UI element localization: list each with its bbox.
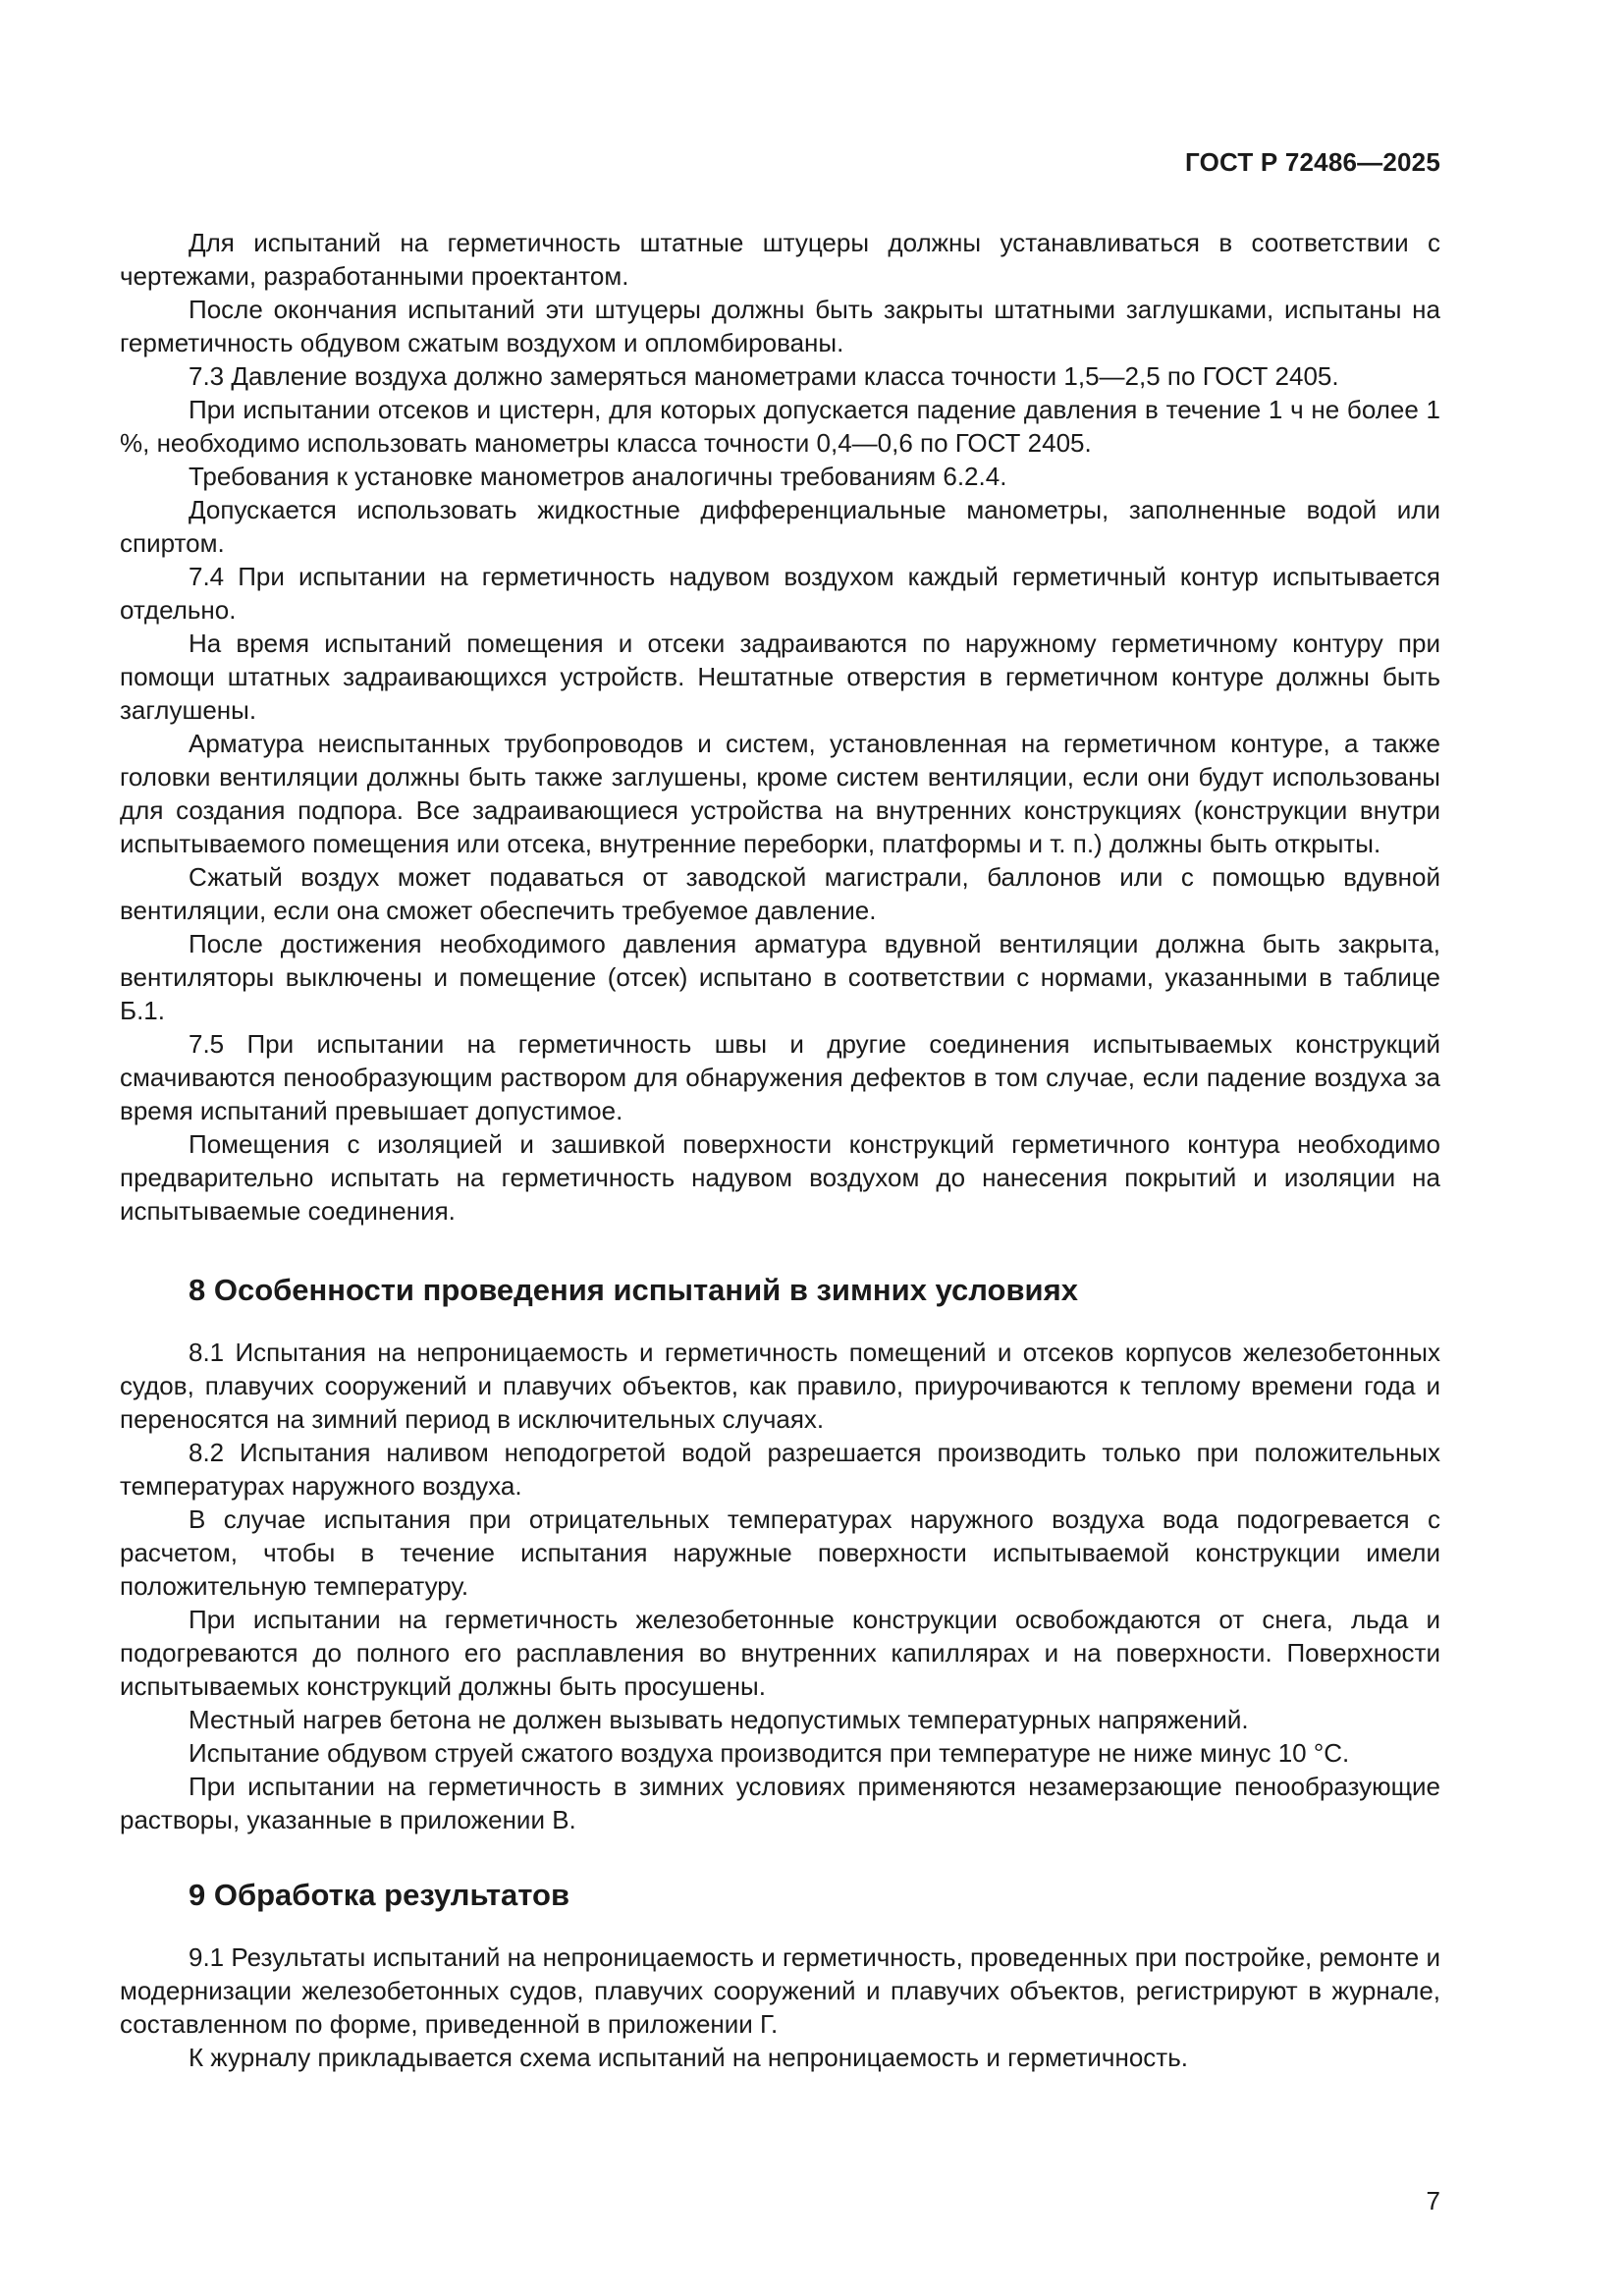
paragraph: При испытании на герметичность в зимних условиях применяются незамерзающие пенообразующие растворы, указанные в приложении В. [120,1772,1440,1834]
document-id-header: ГОСТ Р 72486—2025 [1185,147,1440,177]
paragraph: Арматура неиспытанных трубопроводов и систем, установленная на герметичном контуре, а также головки вентиляции должны быть также заглушены, кроме систем вентиляции, если они будут использованы для создания подпора. Все задраивающиеся устройства на внутренних конструкциях (конструкции внутри испытываемого помещения или отсека, внутренние переборки, платформы и т. п.) должны быть открыты. [120,729,1440,858]
section-8-heading: 8 Особенности проведения испытаний в зимних условиях [189,1273,1078,1307]
section-9-heading: 9 Обработка результатов [189,1878,570,1912]
document-page [120,0,1440,2296]
paragraph: Допускается использовать жидкостные дифференциальные манометры, заполненные водой или спиртом. [120,495,1440,558]
paragraph: Сжатый воздух может подаваться от заводской магистрали, баллонов или с помощью вдувной вентиляции, если она сможет обеспечить требуемое давление. [120,862,1440,925]
paragraph: После окончания испытаний эти штуцеры должны быть закрыты штатными заглушками, испытаны на герметичность обдувом сжатым воздухом и опломбированы. [120,295,1440,357]
paragraph: В случае испытания при отрицательных температурах наружного воздуха вода подогревается с расчетом, чтобы в течение испытания наружные поверхности испытываемой конструкции имели положительную температуру. [120,1504,1440,1601]
paragraph: 8.2 Испытания наливом неподогретой водой разрешается производить только при положительных температурах наружного воздуха. [120,1438,1440,1501]
paragraph: 9.1 Результаты испытаний на непроницаемость и герметичность, проведенных при постройке, ремонте и модернизации железобетонных судов, плавучих сооружений и плавучих объектов, регистрируют в журнале, составленном по форме, приведенной в приложении Г. [120,1942,1440,2039]
paragraph: К журналу прикладывается схема испытаний на непроницаемость и герметичность. [189,2043,1188,2072]
document-body [120,226,1440,2074]
paragraph: 7.4 При испытании на герметичность надувом воздухом каждый герметичный контур испытывается отдельно. [120,562,1440,625]
page-number: 7 [1426,2186,1440,2215]
paragraph: Помещения с изоляцией и зашивкой поверхности конструкций герметичного контура необходимо предварительно испытать на герметичность надувом воздухом до нанесения покрытий и изоляции на испытываемые соединения. [120,1129,1440,1226]
paragraph: При испытании на герметичность железобетонные конструкции освобождаются от снега, льда и подогреваются до полного его расплавления во внутренних капиллярах и на поверхности. Поверхности испытываемых конструкций должны быть просушены. [120,1605,1440,1701]
paragraph: Требования к установке манометров аналогичны требованиям 6.2.4. [189,462,1007,491]
paragraph: При испытании отсеков и цистерн, для которых допускается падение давления в течение 1 ч не более 1 %, необходимо использовать манометры класса точности 0,4—0,6 по ГОСТ 2405. [120,395,1440,458]
paragraph: 8.1 Испытания на непроницаемость и герметичность помещений и отсеков корпусов железобетонных судов, плавучих сооружений и плавучих объектов, как правило, приурочиваются к теплому времени года и переносятся на зимний период в исключительных случаях. [120,1338,1440,1434]
paragraph: Испытание обдувом струей сжатого воздуха производится при температуре не ниже минус 10 °С. [189,1738,1350,1768]
paragraph: 7.3 Давление воздуха должно замеряться манометрами класса точности 1,5—2,5 по ГОСТ 2405. [189,361,1339,391]
paragraph: После достижения необходимого давления арматура вдувной вентиляции должна быть закрыта, вентиляторы выключены и помещение (отсек) испытано в соответствии с нормами, указанными в таблице Б.1. [120,929,1440,1025]
paragraph: Для испытаний на герметичность штатные штуцеры должны устанавливаться в соответствии с чертежами, разработанными проектантом. [120,228,1440,291]
paragraph: На время испытаний помещения и отсеки задраиваются по наружному герметичному контуру при помощи штатных задраивающихся устройств. Нештатные отверстия в герметичном контуре должны быть заглушены. [120,629,1440,725]
paragraph: 7.5 При испытании на герметичность швы и другие соединения испытываемых конструкций смачиваются пенообразующим раствором для обнаружения дефектов в том случае, если падение воздуха за время испытаний превышает допустимое. [120,1029,1440,1125]
paragraph: Местный нагрев бетона не должен вызывать недопустимых температурных напряжений. [189,1705,1249,1734]
